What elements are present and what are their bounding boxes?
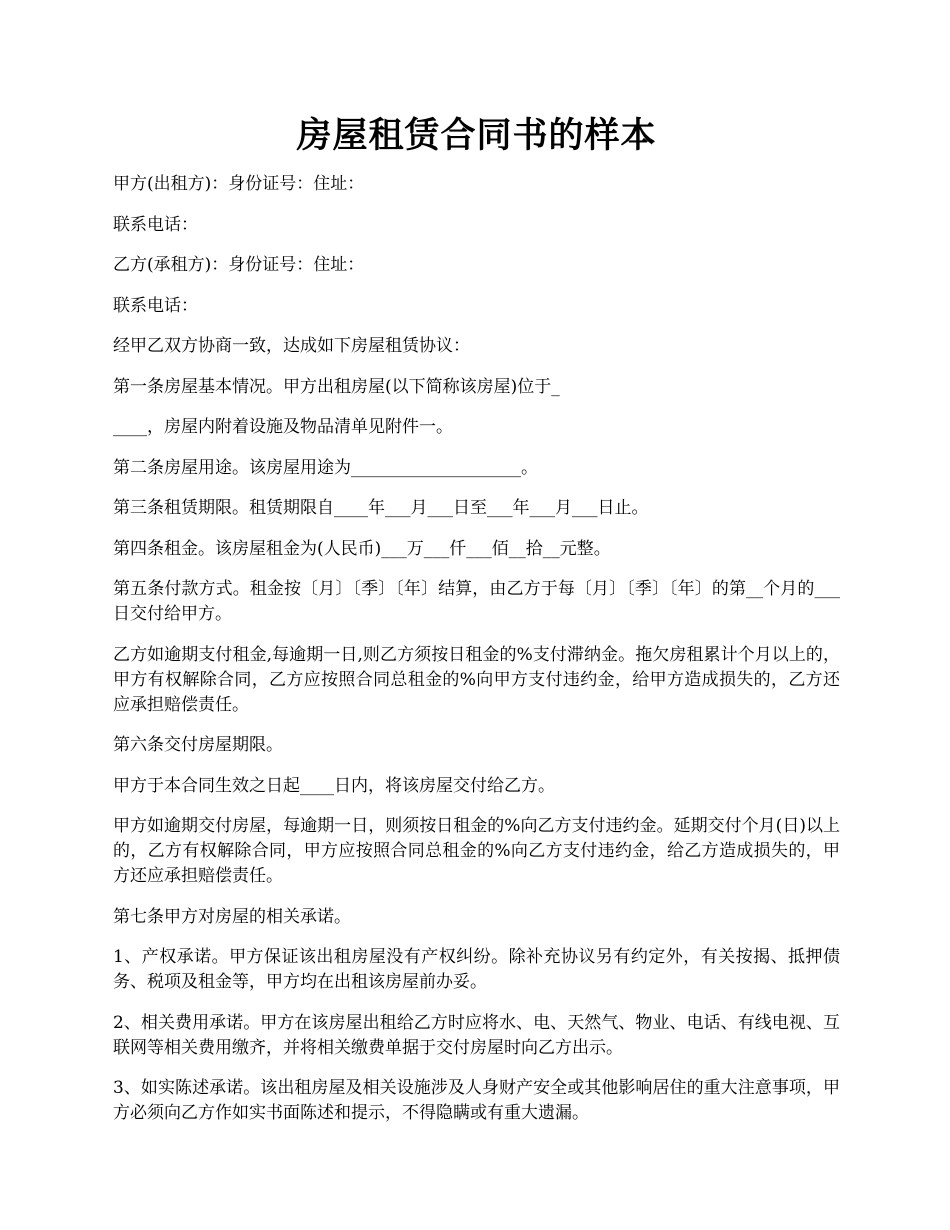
party-a-phone: 联系电话： bbox=[113, 214, 198, 235]
party-b-phone: 联系电话： bbox=[113, 295, 198, 316]
article-6-heading: 第六条交付房屋期限。 bbox=[113, 735, 283, 755]
article-1-facilities: ____，房屋内附着设施及物品清单见附件一。 bbox=[113, 417, 453, 437]
article-7-disclosure: 3、如实陈述承诺。该出租房屋及相关设施涉及人身财产安全或其他影响居住的重大注意事项，甲方必须向乙方作如实书面陈述和提示，不得隐瞒或有重大遗漏。 bbox=[113, 1078, 840, 1123]
article-7-heading: 第七条甲方对房屋的相关承诺。 bbox=[113, 906, 351, 927]
article-5-late-payment: 乙方如逾期支付租金,每逾期一日,则乙方须按日租金的%支付滞纳金。拖欠房租累计个月以上的，甲方有权解除合同，乙方应按照合同总租金的%向甲方支付违约金，给甲方造成损失的，乙方还应承担赔偿责任。 bbox=[113, 644, 840, 715]
article-6-late-delivery: 甲方如逾期交付房屋，每逾期一日，则须按日租金的%向乙方支付违约金。延期交付个月(日)以上的，乙方有权解除合同，甲方应按照合同总租金的%向乙方支付违约金，给乙方造成损失的，甲方还应承担赔偿责任。 bbox=[113, 816, 840, 886]
document-body bbox=[113, 108, 840, 1142]
article-7-property-rights: 1、产权承诺。甲方保证该出租房屋没有产权纠纷。除补充协议另有约定外，有关按揭、抵押债务、税项及租金等，甲方均在出租该房屋前办妥。 bbox=[113, 947, 840, 992]
article-3-term: 第三条租赁期限。租赁期限自____年___月___日至___年___月___日止。 bbox=[113, 498, 649, 518]
article-4-rent: 第四条租金。该房屋租金为(人民币)___万___仟___佰__拾__元整。 bbox=[113, 538, 611, 559]
article-6-delivery: 甲方于本合同生效之日起____日内，将该房屋交付给乙方。 bbox=[113, 775, 555, 796]
party-a-identity: 甲方(出租方)：身份证号：住址： bbox=[113, 174, 365, 194]
document-title: 房屋租赁合同书的样本 bbox=[296, 115, 657, 156]
article-2-purpose: 第二条房屋用途。该房屋用途为____________________。 bbox=[113, 457, 538, 478]
agreement-intro: 经甲乙双方协商一致，达成如下房屋租赁协议： bbox=[113, 336, 470, 356]
party-b-identity: 乙方(承租方)：身份证号：住址： bbox=[113, 255, 365, 275]
article-5-payment: 第五条付款方式。租金按〔月〕〔季〕〔年〕结算，由乙方于每〔月〕〔季〕〔年〕的第__个月的___日交付给甲方。 bbox=[113, 579, 840, 624]
article-7-fees: 2、相关费用承诺。甲方在该房屋出租给乙方时应将水、电、天然气、物业、电话、有线电视、互联网等相关费用缴齐，并将相关缴费单据于交付房屋时向乙方出示。 bbox=[113, 1012, 840, 1058]
article-1-location: 第一条房屋基本情况。甲方出租房屋(以下简称该房屋)位于_ bbox=[113, 376, 560, 397]
